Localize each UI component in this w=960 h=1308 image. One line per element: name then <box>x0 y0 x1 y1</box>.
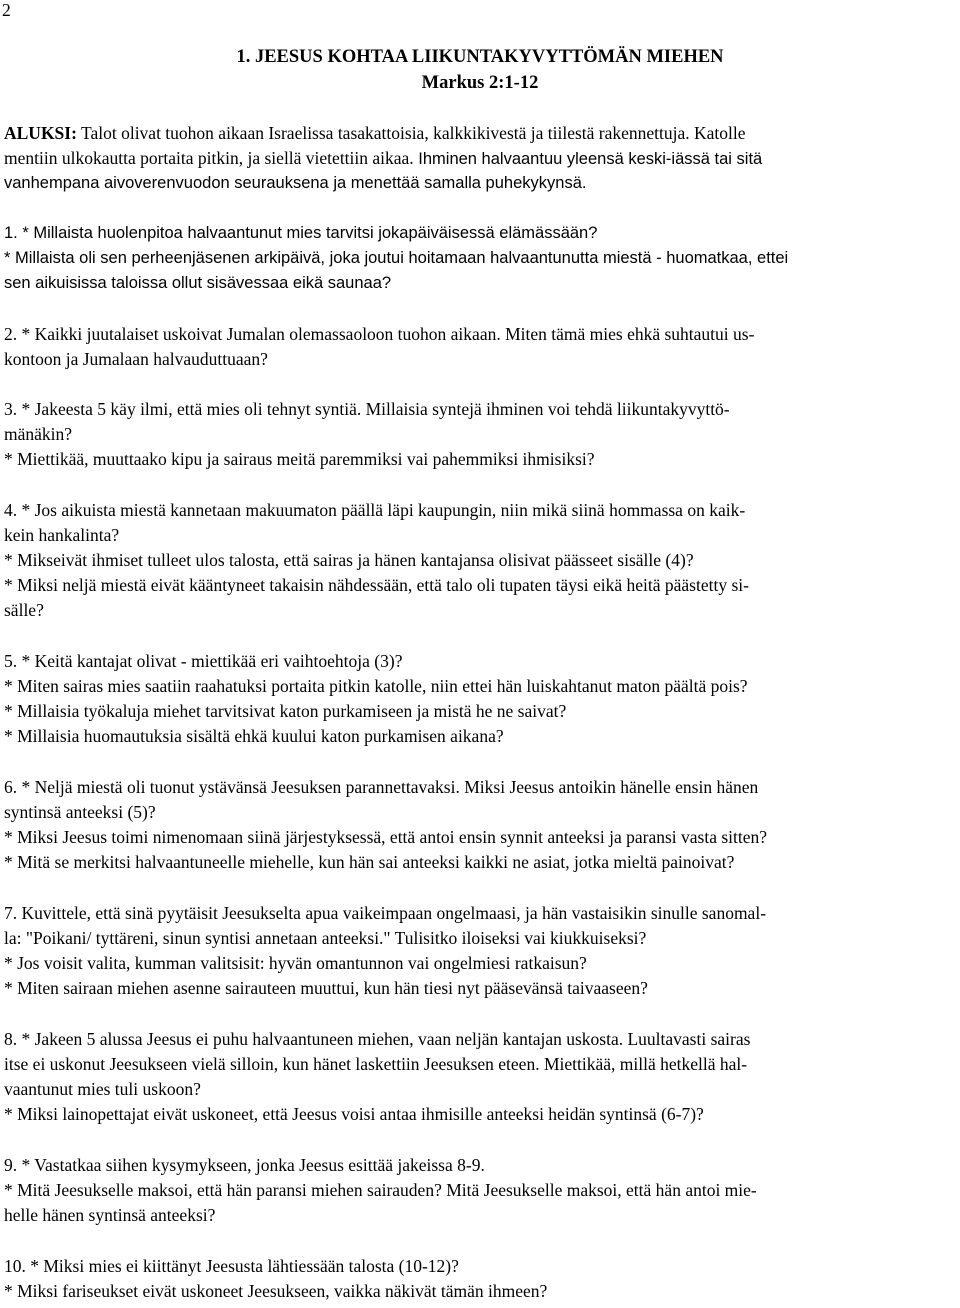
question-line: 10. * Miksi mies ei kiittänyt Jeesusta lähtiessään talosta (10-12)? <box>4 1256 459 1276</box>
intro-line-2 <box>4 146 762 172</box>
question-line: * Millaista oli sen perheenjäsenen arkipäivä, joka joutui hoitamaan halvaantunutta miestä - huomatkaa, ettei <box>4 249 789 267</box>
intro-text: Talot olivat tuohon aikaan Israelissa tasakattoisia, kalkkikivestä ja tiilestä rakennettuja. Katolle <box>76 123 746 143</box>
question-line: * Jos voisit valita, kumman valitsisit: hyvän omantunnon vai ongelmiesi ratkaisun? <box>4 953 587 973</box>
question-line: itse ei uskonut Jeesukseen vielä silloin, kun hänet laskettiin Jeesuksen eteen. Miettikää, millä hetkellä hal- <box>4 1054 748 1074</box>
question-line: 4. * Jos aikuista miestä kannetaan makuumaton päällä läpi kaupungin, niin mikä siinä hommassa on kaik- <box>4 500 746 520</box>
question-line: 5. * Keitä kantajat olivat - miettikää eri vaihtoehtoja (3)? <box>4 651 403 671</box>
intro-text: mentiin ulkokautta portaita pitkin, ja siellä vietettiin aikaa. <box>4 148 414 168</box>
question-line: sälle? <box>4 600 44 620</box>
question-line: vaantunut mies tuli uskoon? <box>4 1079 201 1099</box>
intro-label: ALUKSI: <box>4 123 77 143</box>
question-line: * Miksi fariseukset eivät uskoneet Jeesukseen, vaikka näkivät tämän ihmeen? <box>4 1281 548 1301</box>
question-line: 8. * Jakeen 5 alussa Jeesus ei puhu halvaantuneen miehen, vaan neljän kantajan uskosta. Luultavasti sairas <box>4 1029 751 1049</box>
page-subtitle: Markus 2:1-12 <box>421 73 539 93</box>
question-line: 1. * Millaista huolenpitoa halvaantunut mies tarvitsi jokapäiväisessä elämässään? <box>4 224 598 242</box>
question-line: 7. Kuvittele, että sinä pyytäisit Jeesukselta apua vaikeimpaan ongelmaasi, ja hän vastaisikin sinulle sanomal- <box>4 903 767 923</box>
question-line: 3. * Jakeesta 5 käy ilmi, että mies oli tehnyt syntiä. Millaisia syntejä ihminen voi tehdä liikuntakyvyttö- <box>4 399 730 419</box>
question-line: * Miksi lainopettajat eivät uskoneet, että Jeesus voisi antaa ihmisille anteeksi heidän syntinsä (6-7)? <box>4 1104 704 1124</box>
question-line: mänäkin? <box>4 424 73 444</box>
question-line: la: "Poikani/ tyttäreni, sinun syntisi annetaan anteeksi." Tulisitko iloiseksi vai kiukkuiseksi? <box>4 928 647 948</box>
question-line: * Miten sairaan miehen asenne sairauteen muuttui, kun hän tiesi nyt pääsevänsä taivaaseen? <box>4 978 648 998</box>
question-line: * Miettikää, muuttaako kipu ja sairaus meitä paremmiksi vai pahemmiksi ihmisiksi? <box>4 449 595 469</box>
question-line: * Mitä se merkitsi halvaantuneelle miehelle, kun hän sai anteeksi kaikki ne asiat, jotka mieltä painoivat? <box>4 852 735 872</box>
question-line: * Mikseivät ihmiset tulleet ulos talosta, että sairas ja hänen kantajansa olisivat päässeet sisälle (4)? <box>4 550 694 570</box>
question-line: helle hänen syntinsä anteeksi? <box>4 1205 216 1225</box>
question-line: 9. * Vastatkaa siihen kysymykseen, jonka Jeesus esittää jakeissa 8-9. <box>4 1155 485 1175</box>
intro-text-sans: Ihminen halvaantuu yleensä keski-iässä tai sitä <box>413 150 763 168</box>
page-number: 2 <box>2 0 11 20</box>
question-line: * Miten sairas mies saatiin raahatuksi portaita pitkin katolle, niin ettei hän luiskahtanut maton päältä pois? <box>4 676 748 696</box>
intro-line-1 <box>4 121 746 146</box>
question-line: * Mitä Jeesukselle maksoi, että hän paransi miehen sairauden? Mitä Jeesukselle maksoi, että hän antoi mie- <box>4 1180 757 1200</box>
question-line: * Miksi Jeesus toimi nimenomaan siinä järjestyksessä, että antoi ensin synnit anteeksi ja paransi vasta sitten? <box>4 827 768 847</box>
question-line: kein hankalinta? <box>4 525 120 545</box>
question-line: syntinsä anteeksi (5)? <box>4 802 156 822</box>
question-line: 6. * Neljä miestä oli tuonut ystävänsä Jeesuksen parannettavaksi. Miksi Jeesus antoikin hänelle ensin hänen <box>4 777 759 797</box>
question-line: * Millaisia huomautuksia sisältä ehkä kuului katon purkamisen aikana? <box>4 726 504 746</box>
question-line: 2. * Kaikki juutalaiset uskoivat Jumalan olemassaoloon tuohon aikaan. Miten tämä mies ehkä suhtautui us- <box>4 324 755 344</box>
question-line: kontoon ja Jumalaan halvauduttuaan? <box>4 349 268 369</box>
question-line: * Miksi neljä miestä eivät kääntyneet takaisin nähdessään, että talo oli tupaten täysi eikä heitä päästetty si- <box>4 575 749 595</box>
question-line: sen aikuisissa taloissa ollut sisävessaa eikä saunaa? <box>4 274 392 292</box>
page-title: 1. JEESUS KOHTAA LIIKUNTAKYVYTTÖMÄN MIEHEN <box>236 47 724 67</box>
question-line: * Millaisia työkaluja miehet tarvitsivat katon purkamiseen ja mistä he ne saivat? <box>4 701 567 721</box>
intro-line-3: vanhempana aivoverenvuodon seurauksena ja menettää samalla puhekykynsä. <box>4 174 587 192</box>
